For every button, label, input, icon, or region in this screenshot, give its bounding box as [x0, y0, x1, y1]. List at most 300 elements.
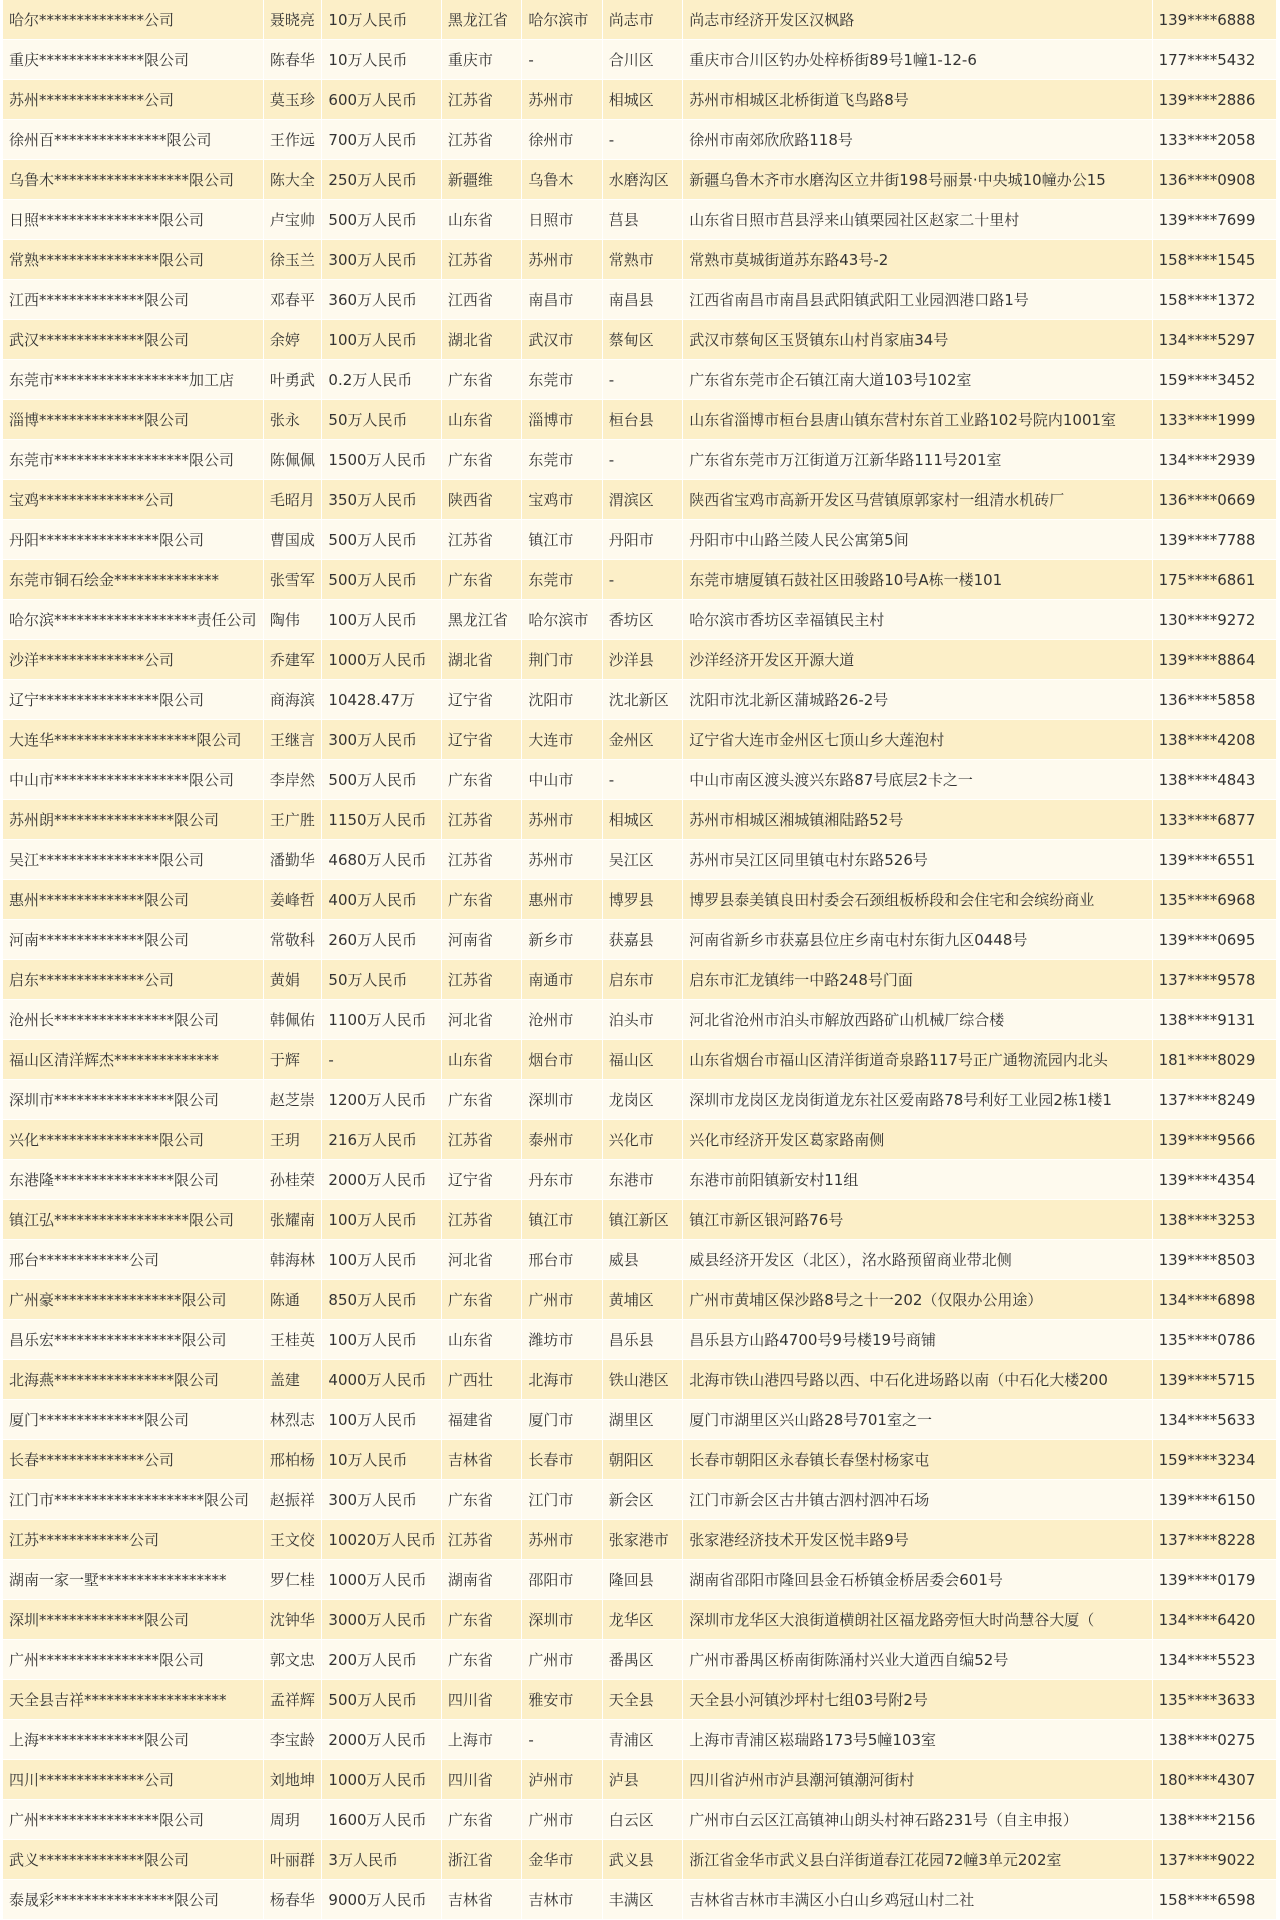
- address-cell: 山东省烟台市福山区清洋街道奇泉路117号正广通物流园内北头: [683, 1040, 1152, 1080]
- address-cell: 昌乐县方山路4700号9号楼19号商铺: [683, 1320, 1152, 1360]
- registered-capital-cell: 1000万人民币: [322, 1760, 441, 1800]
- phone-cell: 139****2886: [1153, 80, 1277, 120]
- address-cell: 沙洋经济开发区开源大道: [683, 640, 1152, 680]
- address-cell: 浙江省金华市武义县白洋街道春江花园72幢3单元202室: [683, 1840, 1152, 1880]
- city-cell: 东莞市: [522, 360, 602, 400]
- district-cell: 龙华区: [603, 1600, 683, 1640]
- legal-person-cell: 李宝龄: [264, 1720, 323, 1760]
- address-cell: 启东市汇龙镇纬一中路248号门面: [683, 960, 1152, 1000]
- phone-cell: 134****5523: [1153, 1640, 1277, 1680]
- registered-capital-cell: 360万人民币: [322, 280, 441, 320]
- company-name-cell: 深圳市****************限公司: [3, 1080, 264, 1120]
- table-row: [3, 920, 1277, 960]
- registered-capital-cell: -: [322, 1040, 441, 1080]
- company-name-cell: 北海燕****************限公司: [3, 1360, 264, 1400]
- registered-capital-cell: 1000万人民币: [322, 640, 441, 680]
- registered-capital-cell: 10428.47万: [322, 680, 441, 720]
- phone-cell: 138****0275: [1153, 1720, 1277, 1760]
- table-row: [3, 1400, 1277, 1440]
- legal-person-cell: 罗仁桂: [264, 1560, 323, 1600]
- table-row: [3, 1360, 1277, 1400]
- address-cell: 陕西省宝鸡市高新开发区马营镇原郭家村一组清水机砖厂: [683, 480, 1152, 520]
- address-cell: 北海市铁山港四号路以西、中石化进场路以南（中石化大楼200: [683, 1360, 1152, 1400]
- legal-person-cell: 聂晓亮: [264, 0, 323, 40]
- phone-cell: 181****8029: [1153, 1040, 1277, 1080]
- address-cell: 苏州市吴江区同里镇屯村东路526号: [683, 840, 1152, 880]
- table-row: [3, 1520, 1277, 1560]
- city-cell: 新乡市: [522, 920, 602, 960]
- city-cell: 吉林市: [522, 1880, 602, 1920]
- legal-person-cell: 陈佩佩: [264, 440, 323, 480]
- phone-cell: 159****3234: [1153, 1440, 1277, 1480]
- registered-capital-cell: 1200万人民币: [322, 1080, 441, 1120]
- district-cell: -: [603, 760, 683, 800]
- phone-cell: 139****6888: [1153, 0, 1277, 40]
- phone-cell: 137****8249: [1153, 1080, 1277, 1120]
- city-cell: 苏州市: [522, 800, 602, 840]
- address-cell: 山东省日照市莒县浮来山镇栗园社区赵家二十里村: [683, 200, 1152, 240]
- phone-cell: 133****1999: [1153, 400, 1277, 440]
- province-cell: 广东省: [442, 1480, 522, 1520]
- address-cell: 湖南省邵阳市隆回县金石桥镇金桥居委会601号: [683, 1560, 1152, 1600]
- legal-person-cell: 张雪军: [264, 560, 323, 600]
- district-cell: 尚志市: [603, 0, 683, 40]
- company-name-cell: 天全县吉祥*******************: [3, 1680, 264, 1720]
- city-cell: 徐州市: [522, 120, 602, 160]
- phone-cell: 139****0179: [1153, 1560, 1277, 1600]
- registered-capital-cell: 500万人民币: [322, 520, 441, 560]
- legal-person-cell: 郭文忠: [264, 1640, 323, 1680]
- district-cell: 启东市: [603, 960, 683, 1000]
- phone-cell: 175****6861: [1153, 560, 1277, 600]
- address-cell: 广东省东莞市企石镇江南大道103号102室: [683, 360, 1152, 400]
- phone-cell: 138****4843: [1153, 760, 1277, 800]
- city-cell: 厦门市: [522, 1400, 602, 1440]
- address-cell: 河南省新乡市获嘉县位庄乡南屯村东街九区0448号: [683, 920, 1152, 960]
- address-cell: 尚志市经济开发区汉枫路: [683, 0, 1152, 40]
- city-cell: 长春市: [522, 1440, 602, 1480]
- registered-capital-cell: 400万人民币: [322, 880, 441, 920]
- phone-cell: 137****8228: [1153, 1520, 1277, 1560]
- registered-capital-cell: 1150万人民币: [322, 800, 441, 840]
- registered-capital-cell: 10万人民币: [322, 0, 441, 40]
- legal-person-cell: 刘地坤: [264, 1760, 323, 1800]
- district-cell: 博罗县: [603, 880, 683, 920]
- province-cell: 江苏省: [442, 1120, 522, 1160]
- company-name-cell: 丹阳****************限公司: [3, 520, 264, 560]
- district-cell: 金州区: [603, 720, 683, 760]
- district-cell: 丹阳市: [603, 520, 683, 560]
- legal-person-cell: 王作远: [264, 120, 323, 160]
- address-cell: 江西省南昌市南昌县武阳镇武阳工业园泗港口路1号: [683, 280, 1152, 320]
- phone-cell: 135****6968: [1153, 880, 1277, 920]
- district-cell: 相城区: [603, 800, 683, 840]
- company-table: [3, 0, 1277, 1920]
- company-name-cell: 东莞市******************限公司: [3, 440, 264, 480]
- city-cell: 沧州市: [522, 1000, 602, 1040]
- district-cell: 香坊区: [603, 600, 683, 640]
- city-cell: 大连市: [522, 720, 602, 760]
- city-cell: 南通市: [522, 960, 602, 1000]
- legal-person-cell: 于辉: [264, 1040, 323, 1080]
- province-cell: 广东省: [442, 880, 522, 920]
- address-cell: 兴化市经济开发区葛家路南侧: [683, 1120, 1152, 1160]
- company-name-cell: 吴江****************限公司: [3, 840, 264, 880]
- table-row: [3, 40, 1277, 80]
- registered-capital-cell: 2000万人民币: [322, 1720, 441, 1760]
- district-cell: -: [603, 440, 683, 480]
- province-cell: 黑龙江省: [442, 0, 522, 40]
- phone-cell: 134****6420: [1153, 1600, 1277, 1640]
- address-cell: 厦门市湖里区兴山路28号701室之一: [683, 1400, 1152, 1440]
- city-cell: 深圳市: [522, 1600, 602, 1640]
- company-name-cell: 武义**************限公司: [3, 1840, 264, 1880]
- province-cell: 湖南省: [442, 1560, 522, 1600]
- phone-cell: 138****4208: [1153, 720, 1277, 760]
- legal-person-cell: 孙桂荣: [264, 1160, 323, 1200]
- table-row: [3, 600, 1277, 640]
- legal-person-cell: 陈春华: [264, 40, 323, 80]
- phone-cell: 139****8864: [1153, 640, 1277, 680]
- registered-capital-cell: 4000万人民币: [322, 1360, 441, 1400]
- phone-cell: 133****2058: [1153, 120, 1277, 160]
- company-name-cell: 辽宁****************限公司: [3, 680, 264, 720]
- phone-cell: 138****3253: [1153, 1200, 1277, 1240]
- province-cell: 江苏省: [442, 1200, 522, 1240]
- district-cell: 白云区: [603, 1800, 683, 1840]
- company-name-cell: 镇江弘******************限公司: [3, 1200, 264, 1240]
- table-row: [3, 720, 1277, 760]
- district-cell: 隆回县: [603, 1560, 683, 1600]
- province-cell: 广东省: [442, 360, 522, 400]
- province-cell: 河北省: [442, 1240, 522, 1280]
- city-cell: -: [522, 40, 602, 80]
- registered-capital-cell: 50万人民币: [322, 960, 441, 1000]
- district-cell: 镇江新区: [603, 1200, 683, 1240]
- registered-capital-cell: 216万人民币: [322, 1120, 441, 1160]
- legal-person-cell: 常敬科: [264, 920, 323, 960]
- registered-capital-cell: 200万人民币: [322, 1640, 441, 1680]
- province-cell: 吉林省: [442, 1880, 522, 1920]
- legal-person-cell: 杨春华: [264, 1880, 323, 1920]
- company-name-cell: 福山区清洋辉杰**************: [3, 1040, 264, 1080]
- city-cell: 泸州市: [522, 1760, 602, 1800]
- registered-capital-cell: 500万人民币: [322, 560, 441, 600]
- legal-person-cell: 卢宝帅: [264, 200, 323, 240]
- province-cell: 江苏省: [442, 840, 522, 880]
- district-cell: 泸县: [603, 1760, 683, 1800]
- registered-capital-cell: 1000万人民币: [322, 1560, 441, 1600]
- city-cell: 潍坊市: [522, 1320, 602, 1360]
- province-cell: 广东省: [442, 1800, 522, 1840]
- table-row: [3, 1760, 1277, 1800]
- province-cell: 江苏省: [442, 960, 522, 1000]
- city-cell: 广州市: [522, 1280, 602, 1320]
- address-cell: 常熟市莫城街道苏东路43号-2: [683, 240, 1152, 280]
- address-cell: 广州市黄埔区保沙路8号之十一202（仅限办公用途）: [683, 1280, 1152, 1320]
- table-row: [3, 1240, 1277, 1280]
- phone-cell: 130****9272: [1153, 600, 1277, 640]
- city-cell: 哈尔滨市: [522, 600, 602, 640]
- city-cell: 泰州市: [522, 1120, 602, 1160]
- city-cell: 镇江市: [522, 520, 602, 560]
- city-cell: 邵阳市: [522, 1560, 602, 1600]
- table-row: [3, 560, 1277, 600]
- district-cell: -: [603, 560, 683, 600]
- registered-capital-cell: 10万人民币: [322, 1440, 441, 1480]
- company-name-cell: 昌乐宏*****************限公司: [3, 1320, 264, 1360]
- phone-cell: 158****6598: [1153, 1880, 1277, 1920]
- district-cell: 威县: [603, 1240, 683, 1280]
- registered-capital-cell: 100万人民币: [322, 600, 441, 640]
- city-cell: 丹东市: [522, 1160, 602, 1200]
- address-cell: 沈阳市沈北新区蒲城路26-2号: [683, 680, 1152, 720]
- district-cell: 吴江区: [603, 840, 683, 880]
- table-row: [3, 0, 1277, 40]
- table-row: [3, 1040, 1277, 1080]
- legal-person-cell: 黄娟: [264, 960, 323, 1000]
- city-cell: 雅安市: [522, 1680, 602, 1720]
- province-cell: 广东省: [442, 440, 522, 480]
- address-cell: 丹阳市中山路兰陵人民公寓第5间: [683, 520, 1152, 560]
- province-cell: 重庆市: [442, 40, 522, 80]
- legal-person-cell: 叶勇武: [264, 360, 323, 400]
- table-row: [3, 400, 1277, 440]
- address-cell: 辽宁省大连市金州区七顶山乡大莲泡村: [683, 720, 1152, 760]
- address-cell: 吉林省吉林市丰满区小白山乡鸡冠山村二社: [683, 1880, 1152, 1920]
- legal-person-cell: 潘勤华: [264, 840, 323, 880]
- district-cell: 张家港市: [603, 1520, 683, 1560]
- registered-capital-cell: 500万人民币: [322, 1680, 441, 1720]
- table-row: [3, 1320, 1277, 1360]
- address-cell: 东莞市塘厦镇石鼓社区田骏路10号A栋一楼101: [683, 560, 1152, 600]
- address-cell: 上海市青浦区崧瑞路173号5幢103室: [683, 1720, 1152, 1760]
- city-cell: 乌鲁木: [522, 160, 602, 200]
- phone-cell: 180****4307: [1153, 1760, 1277, 1800]
- phone-cell: 158****1372: [1153, 280, 1277, 320]
- registered-capital-cell: 10万人民币: [322, 40, 441, 80]
- province-cell: 湖北省: [442, 320, 522, 360]
- registered-capital-cell: 4680万人民币: [322, 840, 441, 880]
- city-cell: 烟台市: [522, 1040, 602, 1080]
- city-cell: 淄博市: [522, 400, 602, 440]
- company-name-cell: 泰晟彩****************限公司: [3, 1880, 264, 1920]
- address-cell: 苏州市相城区北桥街道飞鸟路8号: [683, 80, 1152, 120]
- district-cell: 昌乐县: [603, 1320, 683, 1360]
- city-cell: 广州市: [522, 1800, 602, 1840]
- phone-cell: 159****3452: [1153, 360, 1277, 400]
- legal-person-cell: 曹国成: [264, 520, 323, 560]
- phone-cell: 139****9566: [1153, 1120, 1277, 1160]
- table-row: [3, 280, 1277, 320]
- registered-capital-cell: 3万人民币: [322, 1840, 441, 1880]
- district-cell: 南昌县: [603, 280, 683, 320]
- company-name-cell: 大连华*******************限公司: [3, 720, 264, 760]
- province-cell: 吉林省: [442, 1440, 522, 1480]
- province-cell: 广西壮: [442, 1360, 522, 1400]
- province-cell: 河北省: [442, 1000, 522, 1040]
- city-cell: -: [522, 1720, 602, 1760]
- registered-capital-cell: 850万人民币: [322, 1280, 441, 1320]
- province-cell: 广东省: [442, 1080, 522, 1120]
- company-name-cell: 启东**************公司: [3, 960, 264, 1000]
- address-cell: 广东省东莞市万江街道万江新华路111号201室: [683, 440, 1152, 480]
- district-cell: 青浦区: [603, 1720, 683, 1760]
- table-row: [3, 1640, 1277, 1680]
- district-cell: 水磨沟区: [603, 160, 683, 200]
- address-cell: 博罗县泰美镇良田村委会石颈组板桥段和会住宅和会缤纷商业: [683, 880, 1152, 920]
- company-name-cell: 东莞市铜石绘金**************: [3, 560, 264, 600]
- company-name-cell: 邢台************公司: [3, 1240, 264, 1280]
- legal-person-cell: 孟祥辉: [264, 1680, 323, 1720]
- province-cell: 上海市: [442, 1720, 522, 1760]
- city-cell: 惠州市: [522, 880, 602, 920]
- company-name-cell: 厦门**************限公司: [3, 1400, 264, 1440]
- table-row: [3, 80, 1277, 120]
- legal-person-cell: 李岸然: [264, 760, 323, 800]
- district-cell: -: [603, 120, 683, 160]
- registered-capital-cell: 3000万人民币: [322, 1600, 441, 1640]
- district-cell: 福山区: [603, 1040, 683, 1080]
- city-cell: 邢台市: [522, 1240, 602, 1280]
- company-name-cell: 惠州**************限公司: [3, 880, 264, 920]
- company-name-cell: 武汉**************限公司: [3, 320, 264, 360]
- phone-cell: 139****7788: [1153, 520, 1277, 560]
- legal-person-cell: 毛昭月: [264, 480, 323, 520]
- district-cell: 新会区: [603, 1480, 683, 1520]
- province-cell: 浙江省: [442, 1840, 522, 1880]
- registered-capital-cell: 1600万人民币: [322, 1800, 441, 1840]
- registered-capital-cell: 2000万人民币: [322, 1160, 441, 1200]
- table-row: [3, 1680, 1277, 1720]
- legal-person-cell: 盖建: [264, 1360, 323, 1400]
- company-name-cell: 重庆**************限公司: [3, 40, 264, 80]
- company-name-cell: 四川**************公司: [3, 1760, 264, 1800]
- company-name-cell: 哈尔滨*******************责任公司: [3, 600, 264, 640]
- phone-cell: 138****2156: [1153, 1800, 1277, 1840]
- registered-capital-cell: 100万人民币: [322, 1200, 441, 1240]
- address-cell: 苏州市相城区湘城镇湘陆路52号: [683, 800, 1152, 840]
- table-row: [3, 1080, 1277, 1120]
- district-cell: -: [603, 360, 683, 400]
- table-row: [3, 480, 1277, 520]
- company-name-cell: 兴化****************限公司: [3, 1120, 264, 1160]
- legal-person-cell: 王继言: [264, 720, 323, 760]
- phone-cell: 139****6150: [1153, 1480, 1277, 1520]
- city-cell: 深圳市: [522, 1080, 602, 1120]
- province-cell: 江苏省: [442, 120, 522, 160]
- province-cell: 山东省: [442, 1040, 522, 1080]
- phone-cell: 137****9578: [1153, 960, 1277, 1000]
- table-row: [3, 800, 1277, 840]
- legal-person-cell: 叶丽群: [264, 1840, 323, 1880]
- district-cell: 黄埔区: [603, 1280, 683, 1320]
- address-cell: 四川省泸州市泸县潮河镇潮河街村: [683, 1760, 1152, 1800]
- province-cell: 新疆维: [442, 160, 522, 200]
- phone-cell: 136****0669: [1153, 480, 1277, 520]
- province-cell: 江苏省: [442, 240, 522, 280]
- table-row: [3, 1880, 1277, 1920]
- phone-cell: 177****5432: [1153, 40, 1277, 80]
- legal-person-cell: 王玥: [264, 1120, 323, 1160]
- table-row: [3, 1440, 1277, 1480]
- province-cell: 福建省: [442, 1400, 522, 1440]
- table-row: [3, 1720, 1277, 1760]
- table-row: [3, 1160, 1277, 1200]
- province-cell: 江苏省: [442, 800, 522, 840]
- address-cell: 中山市南区渡头渡兴东路87号底层2卡之一: [683, 760, 1152, 800]
- city-cell: 南昌市: [522, 280, 602, 320]
- province-cell: 江苏省: [442, 520, 522, 560]
- company-name-cell: 湖南一家一墅*****************: [3, 1560, 264, 1600]
- company-name-cell: 沙洋**************公司: [3, 640, 264, 680]
- table-row: [3, 120, 1277, 160]
- address-cell: 哈尔滨市香坊区幸福镇民主村: [683, 600, 1152, 640]
- registered-capital-cell: 100万人民币: [322, 1240, 441, 1280]
- city-cell: 金华市: [522, 1840, 602, 1880]
- district-cell: 铁山港区: [603, 1360, 683, 1400]
- legal-person-cell: 邢柏杨: [264, 1440, 323, 1480]
- table-row: [3, 200, 1277, 240]
- table-row: [3, 1120, 1277, 1160]
- province-cell: 四川省: [442, 1680, 522, 1720]
- company-name-cell: 乌鲁木******************限公司: [3, 160, 264, 200]
- district-cell: 天全县: [603, 1680, 683, 1720]
- address-cell: 新疆乌鲁木齐市水磨沟区立井街198号丽景·中央城10幢办公15: [683, 160, 1152, 200]
- address-cell: 深圳市龙岗区龙岗街道龙东社区爱南路78号利好工业园2栋1楼1: [683, 1080, 1152, 1120]
- table-row: [3, 1560, 1277, 1600]
- company-name-cell: 日照****************限公司: [3, 200, 264, 240]
- table-row: [3, 240, 1277, 280]
- registered-capital-cell: 500万人民币: [322, 200, 441, 240]
- province-cell: 黑龙江省: [442, 600, 522, 640]
- phone-cell: 134****2939: [1153, 440, 1277, 480]
- address-cell: 东港市前阳镇新安村11组: [683, 1160, 1152, 1200]
- province-cell: 江西省: [442, 280, 522, 320]
- company-name-cell: 苏州**************公司: [3, 80, 264, 120]
- legal-person-cell: 周玥: [264, 1800, 323, 1840]
- city-cell: 苏州市: [522, 240, 602, 280]
- province-cell: 山东省: [442, 1320, 522, 1360]
- legal-person-cell: 莫玉珍: [264, 80, 323, 120]
- registered-capital-cell: 500万人民币: [322, 760, 441, 800]
- province-cell: 江苏省: [442, 80, 522, 120]
- company-name-cell: 江苏************公司: [3, 1520, 264, 1560]
- city-cell: 北海市: [522, 1360, 602, 1400]
- legal-person-cell: 赵振祥: [264, 1480, 323, 1520]
- registered-capital-cell: 50万人民币: [322, 400, 441, 440]
- district-cell: 丰满区: [603, 1880, 683, 1920]
- province-cell: 广东省: [442, 760, 522, 800]
- company-name-cell: 沧州长****************限公司: [3, 1000, 264, 1040]
- phone-cell: 139****7699: [1153, 200, 1277, 240]
- address-cell: 张家港经济技术开发区悦丰路9号: [683, 1520, 1152, 1560]
- company-name-cell: 长春**************公司: [3, 1440, 264, 1480]
- province-cell: 陕西省: [442, 480, 522, 520]
- province-cell: 辽宁省: [442, 1160, 522, 1200]
- city-cell: 广州市: [522, 1640, 602, 1680]
- registered-capital-cell: 250万人民币: [322, 160, 441, 200]
- legal-person-cell: 赵芝崇: [264, 1080, 323, 1120]
- legal-person-cell: 王桂英: [264, 1320, 323, 1360]
- phone-cell: 136****0908: [1153, 160, 1277, 200]
- company-name-cell: 深圳**************限公司: [3, 1600, 264, 1640]
- city-cell: 武汉市: [522, 320, 602, 360]
- phone-cell: 136****5858: [1153, 680, 1277, 720]
- district-cell: 常熟市: [603, 240, 683, 280]
- phone-cell: 137****9022: [1153, 1840, 1277, 1880]
- city-cell: 江门市: [522, 1480, 602, 1520]
